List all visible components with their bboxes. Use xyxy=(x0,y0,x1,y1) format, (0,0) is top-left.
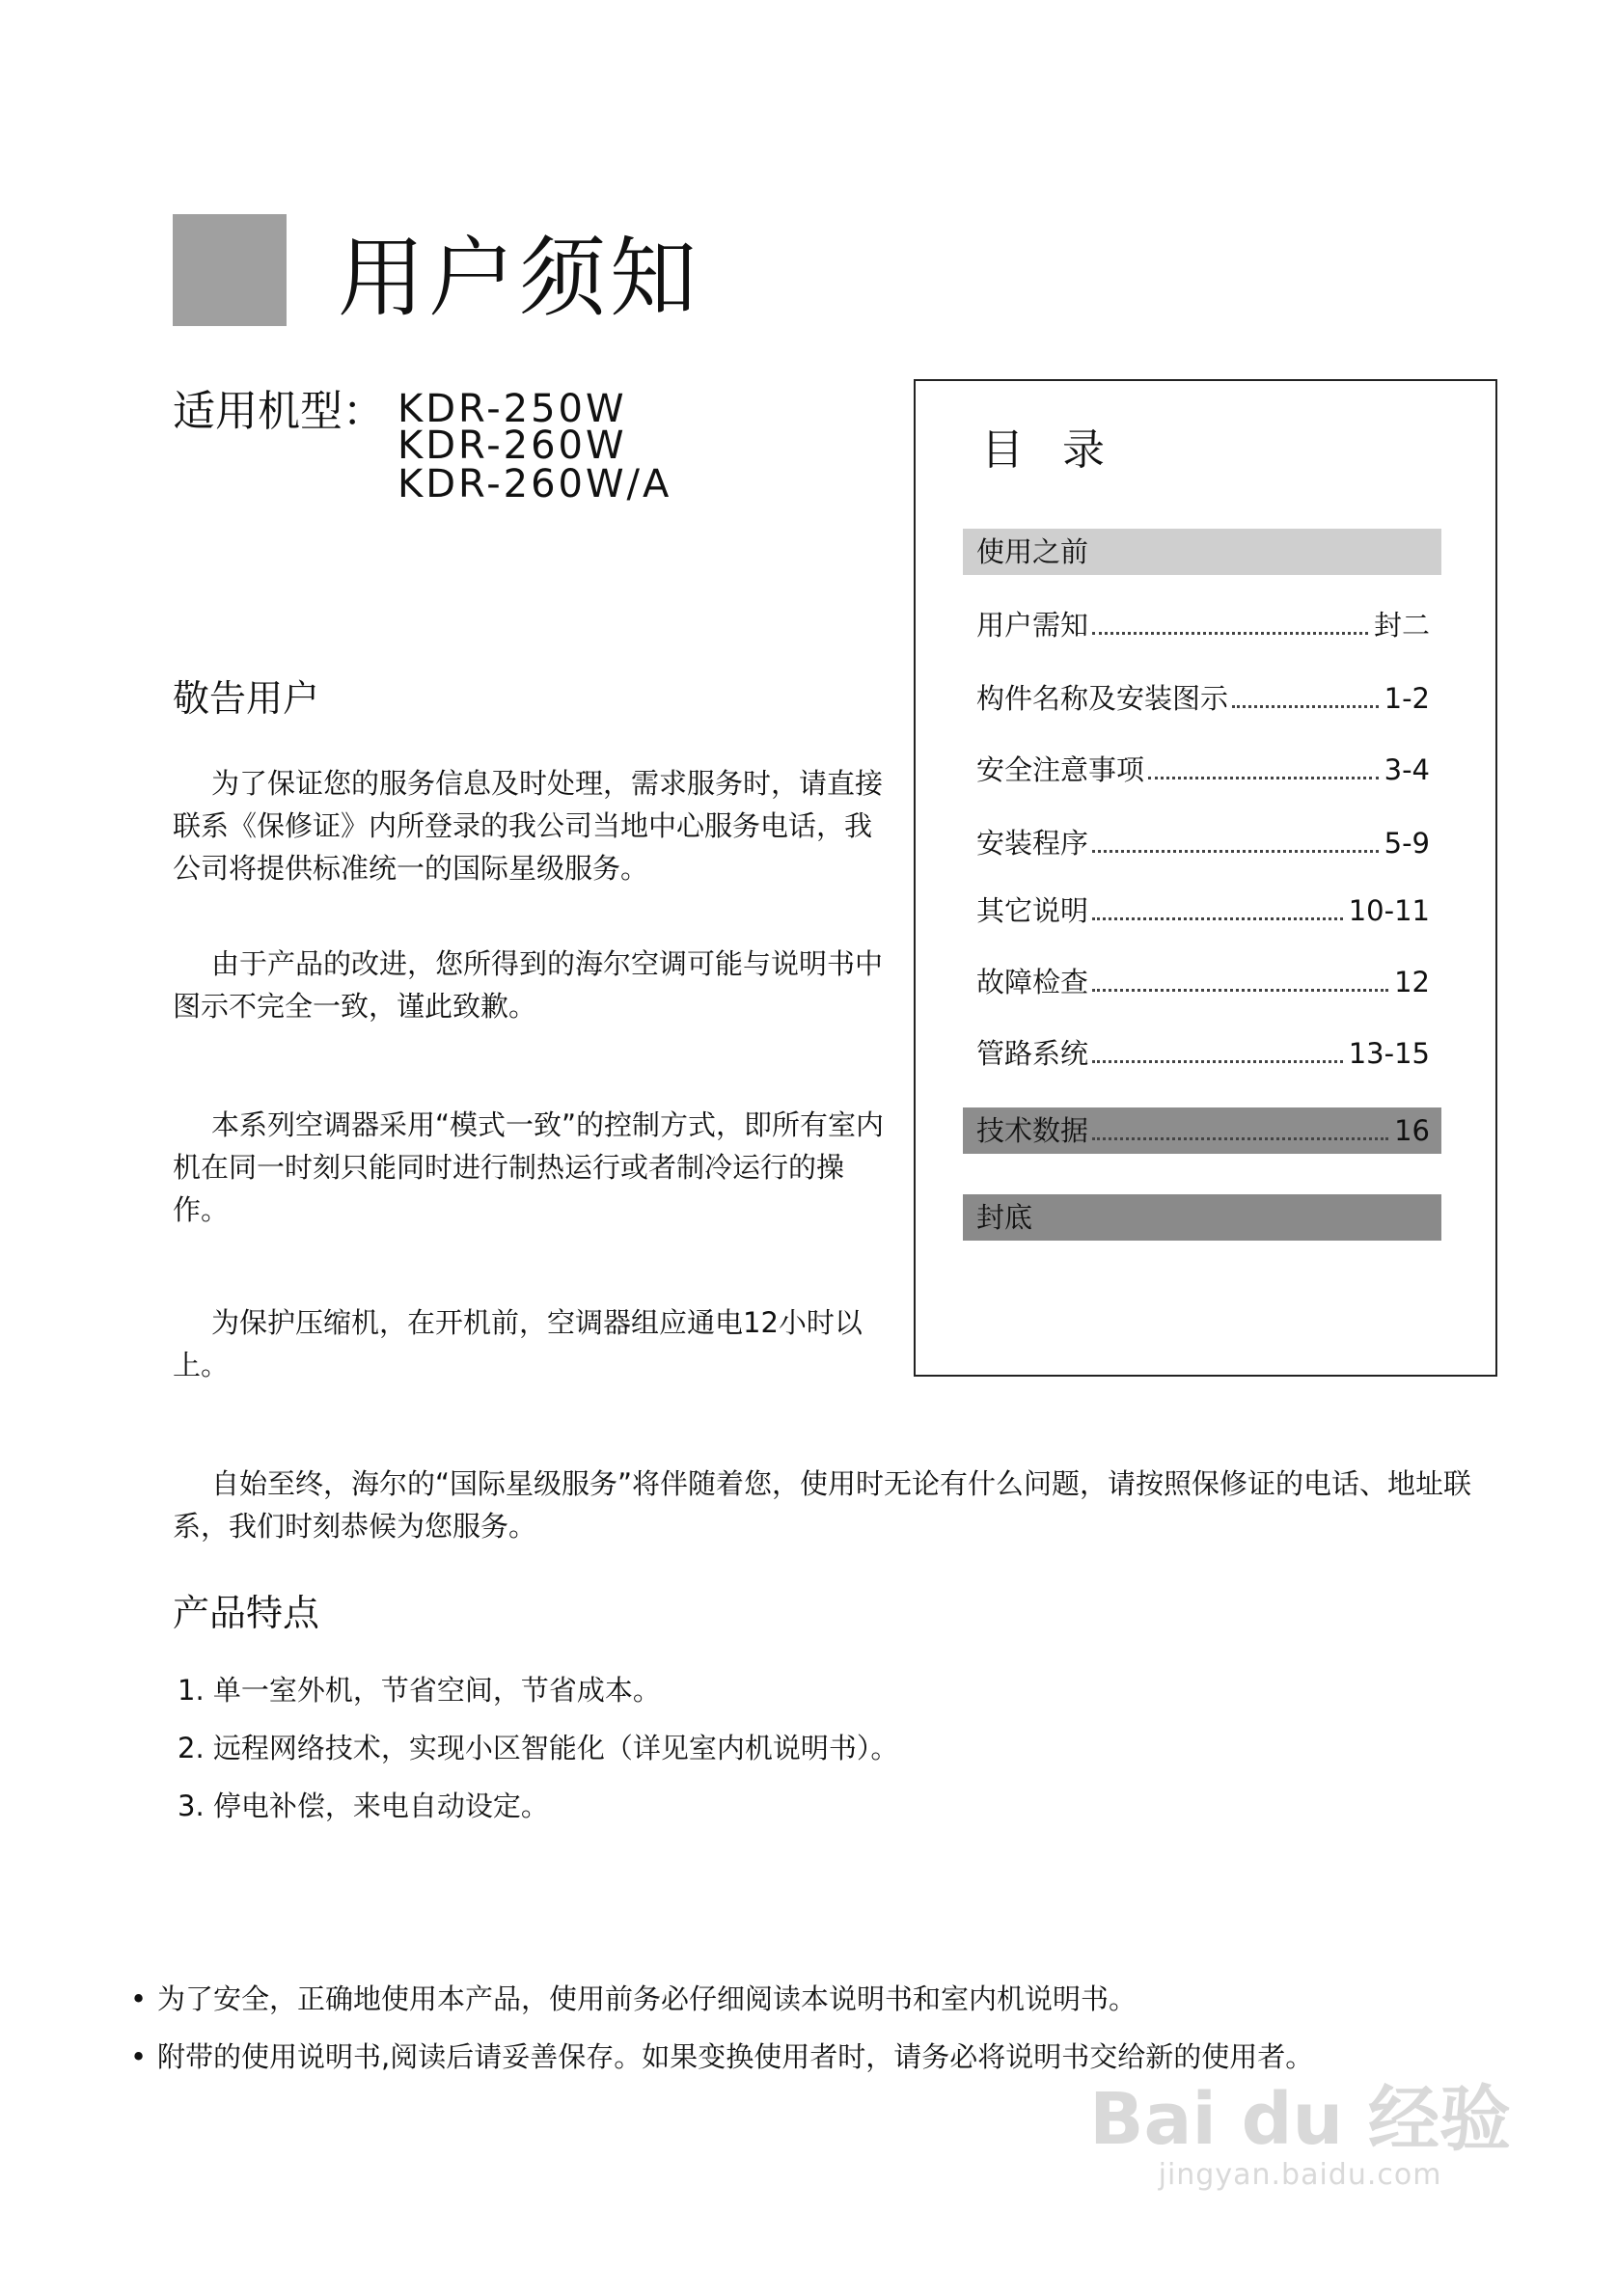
features-heading: 产品特点 xyxy=(173,1592,320,1634)
toc-leader-dots xyxy=(1232,705,1379,708)
notice-paragraph: 本系列空调器采用“模式一致”的控制方式，即所有室内机在同一时刻只能同时进行制热运行或者制冷运行的操作。 xyxy=(173,1108,885,1226)
model-item: KDR-260W/A xyxy=(397,462,672,506)
toc-entry[interactable] xyxy=(976,891,1430,930)
bullet-icon: • xyxy=(130,1982,148,2015)
watermark-url: jingyan.baidu.com xyxy=(1158,2158,1442,2192)
toc-leader-dots xyxy=(1092,850,1379,853)
page-title: 用户须知 xyxy=(338,228,700,329)
toc-leader-dots xyxy=(1092,1060,1343,1063)
toc-leader-dots xyxy=(1148,777,1379,779)
toc-leader-dots xyxy=(1092,917,1343,920)
toc-title: 目录 xyxy=(981,425,1143,475)
notice-paragraph: 为了保证您的服务信息及时处理，需求服务时，请直接联系《保修证》内所登录的我公司当地中心服务电话，我公司将提供标准统一的国际星级服务。 xyxy=(173,767,884,885)
toc-leader-dots xyxy=(1092,989,1388,992)
safety-note: • 为了安全，正确地使用本产品，使用前务必仔细阅读本说明书和室内机说明书。 xyxy=(157,1980,1137,2018)
feature-item: 2. 远程网络技术，实现小区智能化（详见室内机说明书）。 xyxy=(178,1732,899,1764)
safety-note: • 附带的使用说明书,阅读后请妥善保存。如果变换使用者时，请务必将说明书交给新的使用者。 xyxy=(157,2037,1313,2076)
feature-item: 3. 停电补偿，来电自动设定。 xyxy=(178,1790,549,1822)
toc-entry-page: 12 xyxy=(1394,966,1430,998)
watermark-logo: Bai du 经验 xyxy=(1089,2078,1511,2161)
toc-section-label: 封底 xyxy=(976,1201,1033,1234)
toc-entry[interactable] xyxy=(976,606,1430,644)
notice-paragraph: 为保护压缩机，在开机前，空调器组应通电12小时以上。 xyxy=(173,1306,863,1381)
toc-entry-page: 13-15 xyxy=(1348,1037,1430,1070)
toc-entry-label: 管路系统 xyxy=(976,1037,1089,1070)
bullet-icon: • xyxy=(130,2040,148,2073)
toc-section-label: 使用之前 xyxy=(976,535,1089,568)
toc-entry-label: 用户需知 xyxy=(976,609,1089,642)
toc-entry-page: 5-9 xyxy=(1384,827,1430,860)
toc-entry[interactable] xyxy=(976,679,1430,718)
baidu-jingyan-watermark xyxy=(1089,2078,1511,2196)
toc-entry-page: 3-4 xyxy=(1384,753,1430,786)
toc-entry-label: 构件名称及安装图示 xyxy=(976,682,1229,715)
toc-entry-page: 封二 xyxy=(1373,609,1430,642)
toc-section-band xyxy=(963,1194,1441,1241)
notice-paragraph: 自始至终，海尔的“国际星级服务”将伴随着您，使用时无论有什么问题，请按照保修证的电话、地址联系，我们时刻恭候为您服务。 xyxy=(173,1467,1472,1543)
toc-entry-label: 其它说明 xyxy=(976,894,1089,927)
toc-entry-page: 1-2 xyxy=(1384,682,1430,715)
toc-entry[interactable] xyxy=(976,824,1430,862)
toc-entry-label: 技术数据 xyxy=(976,1114,1089,1147)
toc-entry[interactable] xyxy=(976,1034,1430,1073)
toc-entry[interactable] xyxy=(976,751,1430,789)
toc-entry[interactable] xyxy=(976,1111,1430,1150)
models-label: 适用机型： xyxy=(173,387,385,436)
notice-paragraph: 由于产品的改进，您所得到的海尔空调可能与说明书中图示不完全一致，谨此致歉。 xyxy=(173,947,884,1023)
model-item: KDR-260W xyxy=(397,424,627,468)
toc-entry-page: 10-11 xyxy=(1348,894,1430,927)
toc-entry[interactable] xyxy=(976,963,1430,1001)
toc-leader-dots xyxy=(1092,1137,1388,1140)
toc-entry-page: 16 xyxy=(1394,1114,1430,1147)
toc-entry-label: 故障检查 xyxy=(976,966,1089,998)
toc-entry-label: 安装程序 xyxy=(976,827,1089,860)
model-item: KDR-250W xyxy=(397,387,627,431)
toc-leader-dots xyxy=(1092,632,1368,635)
header-gray-block xyxy=(173,214,287,326)
notice-heading: 敬告用户 xyxy=(173,677,320,720)
toc-entry-label: 安全注意事项 xyxy=(976,753,1145,786)
feature-item: 1. 单一室外机，节省空间，节省成本。 xyxy=(178,1674,661,1707)
